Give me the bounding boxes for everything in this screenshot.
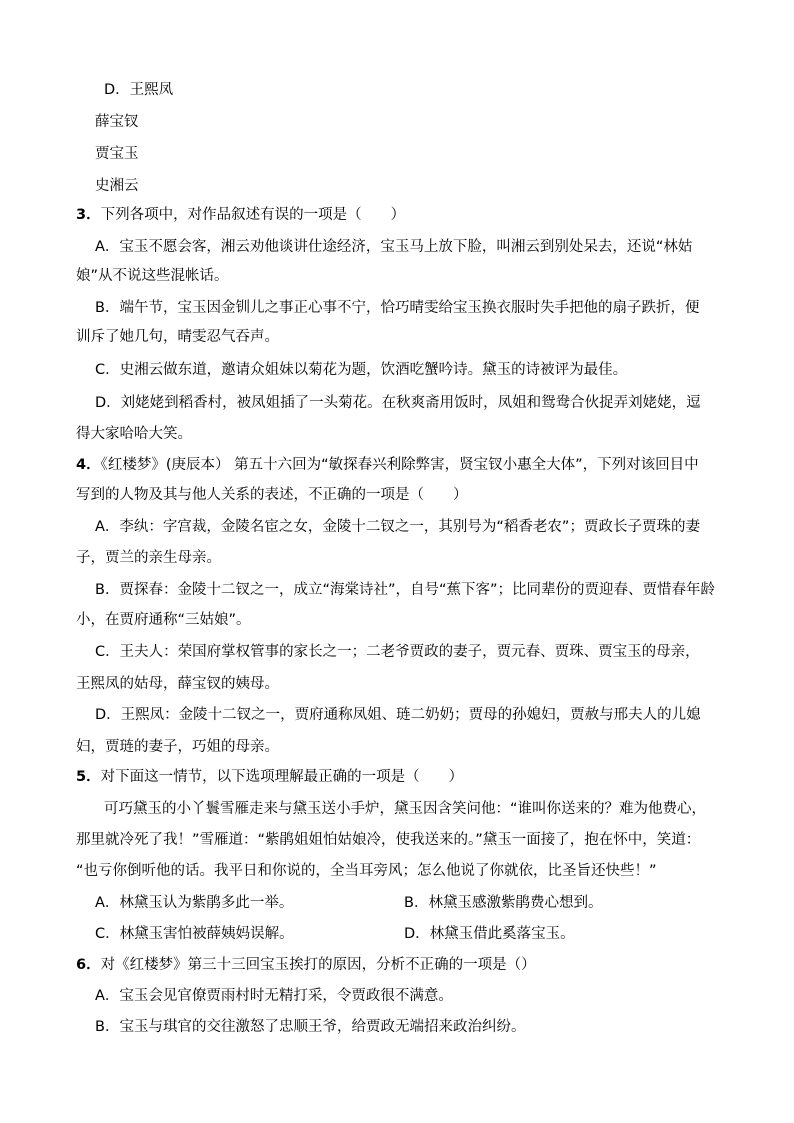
question-5-number: 5． <box>76 769 101 785</box>
q3-option-d-line1: D．刘姥姥到稻香村，被凤姐插了一头菊花。在秋爽斋用饭时，凤姐和鸳鸯合伙捉弄刘姥姥，逗 <box>95 395 701 411</box>
q4-option-c-line1: C．王夫人：荣国府掌权管事的家长之一；二老爷贾政的妻子，贾元春、贾珠、贾宝玉的母亲， <box>95 644 700 660</box>
question-6-stem <box>76 955 536 975</box>
q4-option-a-line1: A．李纨：字宫裁，金陵名宦之女，金陵十二钗之一，其别号为“稻香老农”；贾政长子贾珠的妻 <box>95 519 700 535</box>
q5-option-a: A．林黛玉认为紫鹃多此一举。 <box>95 895 294 911</box>
name-shixiangyun: 史湘云 <box>95 178 139 194</box>
name-xuebaochai: 薛宝钗 <box>95 114 139 130</box>
q6-option-b: B．宝玉与琪官的交往激怒了忠顺王爷，给贾政无端招来政治纠纷。 <box>95 1019 526 1035</box>
q3-option-a-line1: A．宝玉不愿会客，湘云劝他谈讲仕途经济，宝玉马上放下脸，叫湘云到别处呆去，还说“林姑 <box>95 239 693 255</box>
question-4-text: 《红楼梦》(庚辰本） 第五十六回为“敏探春兴利除弊害，贤宝钗小惠全大体”，下列对该回目中 <box>100 457 699 473</box>
q3-option-b-line2: 训斥了她几句，晴雯忍气吞声。 <box>76 329 279 345</box>
q3-option-a-line2: 娘”从不说这些混帐话。 <box>76 268 229 284</box>
option-d-wangxifeng: D．王熙凤 <box>104 82 174 98</box>
question-3-text: 下列各项中，对作品叙述有误的一项是（ ） <box>100 207 406 223</box>
q3-option-b-line1: B．端午节，宝玉因金钏儿之事正心事不宁，恰巧晴雯给宝玉换衣服时失手把他的扇子跌折，便 <box>95 300 700 316</box>
q5-option-d: D．林黛玉借此奚落宝玉。 <box>404 926 575 942</box>
question-4-stem-line2: 写到的人物及其与他人关系的表述，不正确的一项是（ ） <box>76 487 468 503</box>
q3-option-d-line2: 得大家哈哈大笑。 <box>76 426 192 442</box>
q5-option-c: C．林黛玉害怕被薛姨妈误解。 <box>95 926 294 942</box>
question-5-text: 对下面这一情节，以下选项理解最正确的一项是（ ） <box>100 769 464 785</box>
question-6-number: 6． <box>76 957 101 973</box>
q5-option-b: B．林黛玉感激紫鹃费心想到。 <box>404 895 603 911</box>
q4-option-b-line1: B．贾探春：金陵十二钗之一，成立“海棠诗社”，自号“蕉下客”；比同辈份的贾迎春、贾惜春年龄 <box>95 582 715 598</box>
q6-option-a: A．宝玉会见官僚贾雨村时无精打采，令贾政很不满意。 <box>95 988 453 1004</box>
name-jiabaoyu: 贾宝玉 <box>95 146 139 162</box>
question-6-text: 对《红楼梦》第三十三回宝玉挨打的原因，分析不正确的一项是（） <box>100 957 536 973</box>
q5-passage-line1: 可巧黛玉的小丫鬟雪雁走来与黛玉送小手炉，黛玉因含笑问他：“谁叫你送来的？难为他费心， <box>104 801 707 817</box>
question-4-number: 4． <box>76 457 101 473</box>
q4-option-a-line2: 子，贾兰的亲生母亲。 <box>76 550 221 566</box>
q4-option-c-line2: 王熙凤的姑母，薛宝钗的姨母。 <box>76 676 279 692</box>
q5-passage-line3: “也亏你倒听他的话。我平日和你说的，全当耳旁风；怎么他说了你就依，比圣旨还快些！” <box>76 863 657 879</box>
question-4-stem-line1 <box>76 455 699 475</box>
question-3-stem <box>76 205 405 225</box>
question-5-stem <box>76 767 463 787</box>
q4-option-d-line2: 妇，贾琏的妻子，巧姐的母亲。 <box>76 739 279 755</box>
question-3-number: 3． <box>76 207 101 223</box>
q4-option-d-line1: D．王熙凤：金陵十二钗之一，贾府通称凤姐、琏二奶奶；贾母的孙媳妇，贾赦与邢夫人的儿媳 <box>95 707 701 723</box>
q3-option-c: C．史湘云做东道，邀请众姐妹以菊花为题，饮酒吃蟹吟诗。黛玉的诗被评为最佳。 <box>95 362 628 378</box>
q4-option-b-line2: 小，在贾府通称“三姑娘”。 <box>76 612 251 628</box>
q5-passage-line2: 那里就冷死了我！”雪雁道：“紫鹃姐姐怕姑娘冷，使我送来的。”黛玉一面接了，抱在怀中，笑道： <box>76 832 701 848</box>
